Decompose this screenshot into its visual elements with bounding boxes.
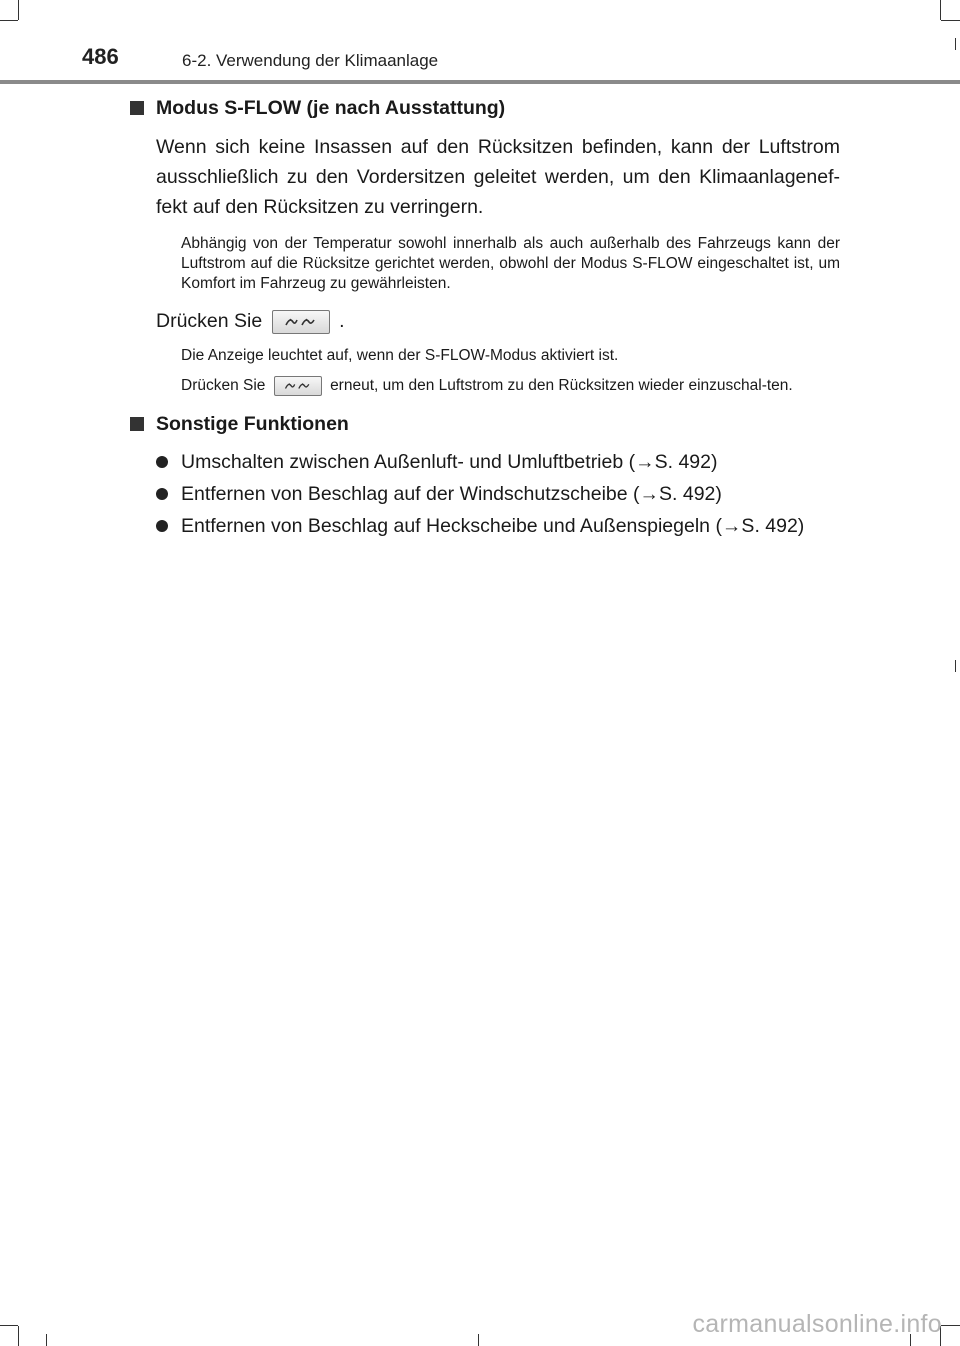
s-flow-description: Wenn sich keine Insassen auf den Rücksitzen befinden, kann der Luftstrom ausschließlich zu den Vordersitzen geleitet werden, um den Klimaanlagenef-fekt auf den Rücksitzen zu verringern. xyxy=(156,136,840,218)
watermark: carmanualsonline.info xyxy=(692,1310,942,1338)
crop-mark xyxy=(0,1325,18,1326)
crop-mark xyxy=(941,1325,960,1326)
other-functions-list xyxy=(156,446,840,542)
list-item xyxy=(156,446,840,478)
s-flow-again-note xyxy=(181,376,840,396)
s-flow-instruction xyxy=(156,306,840,336)
crop-mark xyxy=(478,1334,479,1346)
heading-text: Sonstige Funktionen xyxy=(156,413,349,436)
s-flow-button-icon xyxy=(274,376,322,396)
s-flow-temperature-note: Abhängig von der Temperatur sowohl innerhalb als auch außerhalb des Fahrzeugs kann der Luftstrom auf die Rücksitze gerichtet werden, obwohl der Modus S-FLOW eingeschaltet ist, um Komfort im Fahrzeug zu gewährleisten. xyxy=(181,235,840,292)
instruction-prefix: Drücken Sie xyxy=(156,310,263,332)
s-flow-button-icon xyxy=(272,310,330,334)
section-heading-other-functions xyxy=(128,410,840,438)
square-bullet-icon xyxy=(130,101,144,115)
indicator-note: Die Anzeige leuchtet auf, wenn der S-FLOW-Modus aktiviert ist. xyxy=(181,347,619,364)
list-item-text: Umschalten zwischen Außenluft- und Umluftbetrieb (→S. 492) xyxy=(181,451,718,474)
list-item-text: Entfernen von Beschlag auf der Windschutzscheibe (→S. 492) xyxy=(181,483,722,506)
section-title: 6-2. Verwendung der Klimaanlage xyxy=(182,51,439,70)
crop-mark xyxy=(46,1334,47,1346)
bullet-dot-icon xyxy=(156,456,168,468)
section-heading-s-flow xyxy=(128,94,840,122)
list-item xyxy=(156,478,840,510)
page-number: 486 xyxy=(82,44,119,69)
square-bullet-icon xyxy=(130,417,144,431)
list-item-text: Entfernen von Beschlag auf Heckscheibe und Außenspiegeln (→S. 492) xyxy=(181,515,805,538)
again-prefix: Drücken Sie xyxy=(181,377,266,395)
crop-mark xyxy=(955,660,956,672)
again-suffix: erneut, um den Luftstrom zu den Rücksitzen wieder einzuschal-ten. xyxy=(330,377,793,395)
page-header xyxy=(0,0,960,84)
s-flow-glyph xyxy=(283,381,313,391)
bullet-dot-icon xyxy=(156,488,168,500)
page-content xyxy=(128,94,840,542)
bullet-dot-icon xyxy=(156,520,168,532)
crop-mark xyxy=(18,1326,19,1346)
instruction-suffix: . xyxy=(339,310,345,332)
s-flow-glyph xyxy=(284,316,318,328)
heading-text: Modus S-FLOW (je nach Ausstattung) xyxy=(156,97,506,119)
header-rule xyxy=(0,80,960,84)
list-item xyxy=(156,510,840,542)
